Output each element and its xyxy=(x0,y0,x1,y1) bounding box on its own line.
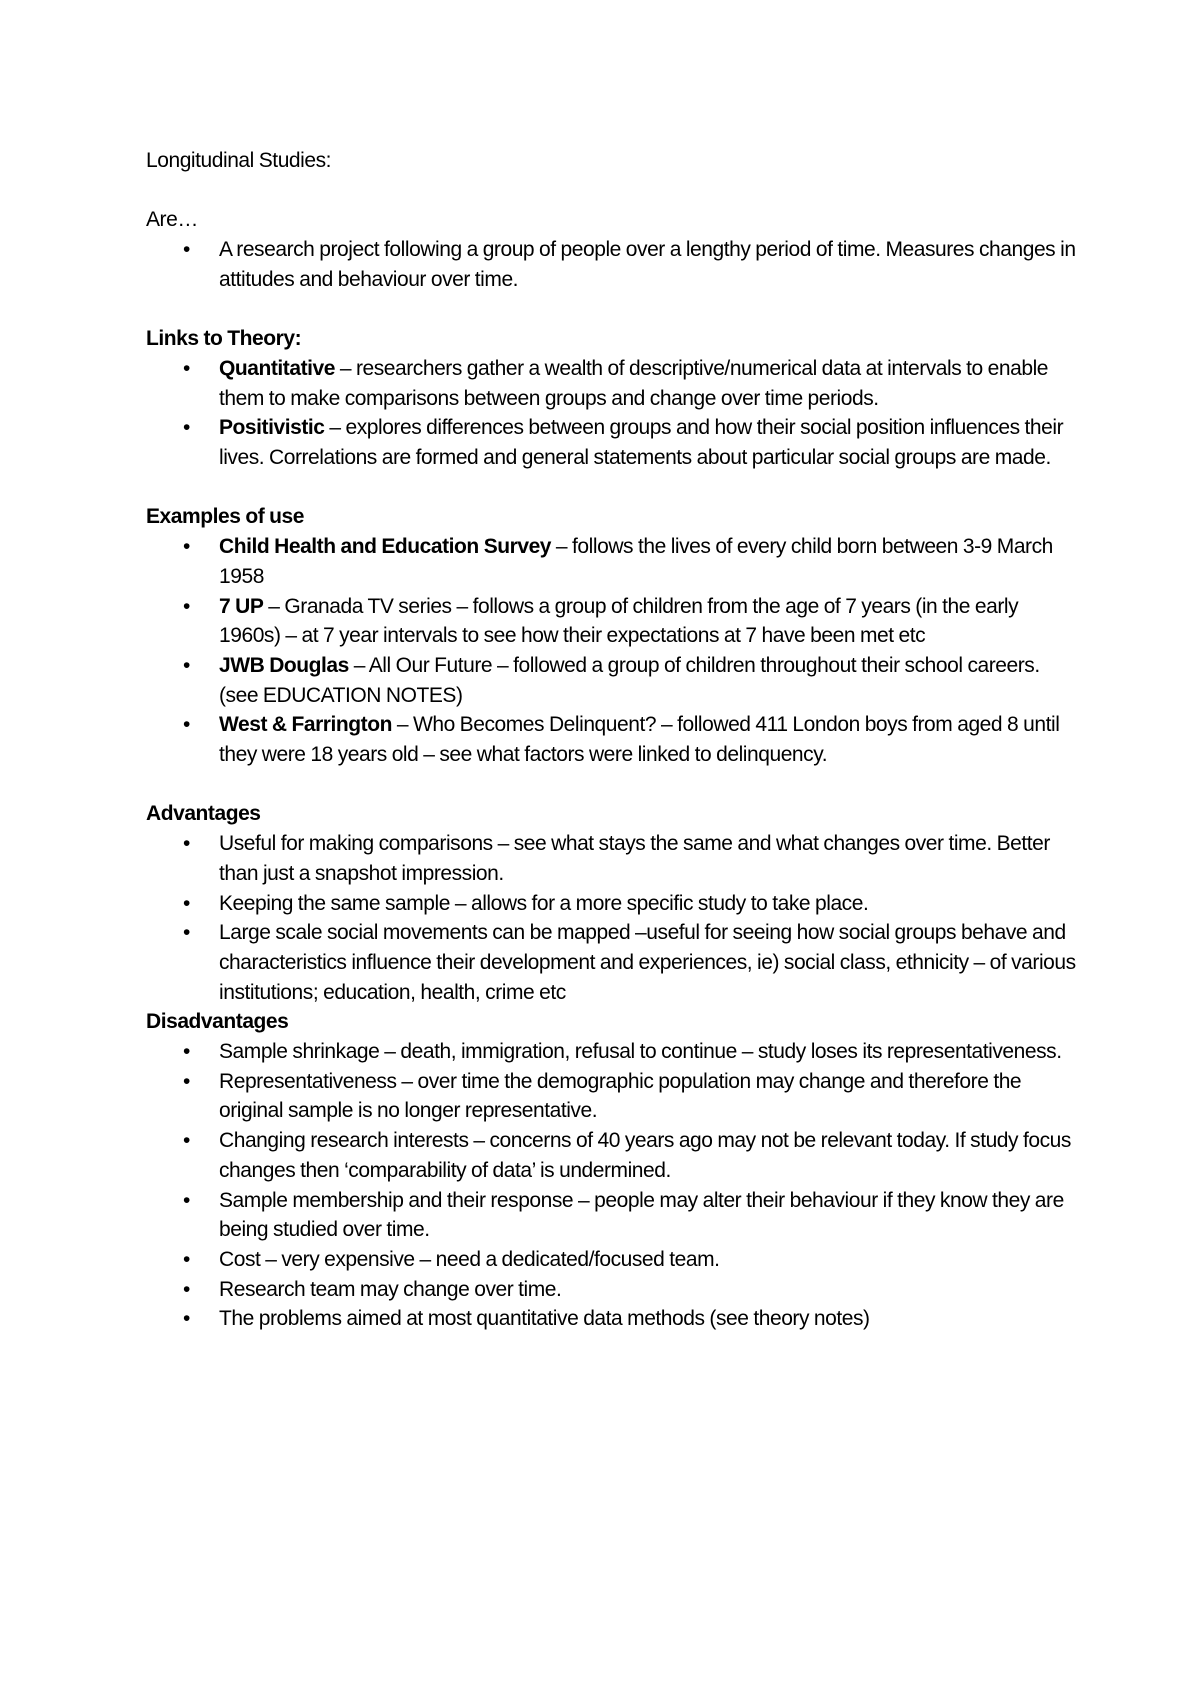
list-item xyxy=(146,829,1076,888)
item-text: Useful for making comparisons – see what stays the same and what changes over time. Better than just a snapshot impression. xyxy=(219,832,1050,885)
item-text: – explores differences between groups and how their social position influences their lives. Correlations are formed and general statements about particular social groups are made. xyxy=(219,416,1064,469)
list-item xyxy=(146,592,1076,651)
item-lead: Child Health and Education Survey xyxy=(219,535,552,559)
item-text: Large scale social movements can be mapped –useful for seeing how social groups behave and characteristics influence their development and experiences, ie) social class, ethnicity – of various institutions; education, health, crime etc xyxy=(219,921,1076,1004)
disadvantages-heading: Disadvantages xyxy=(146,1010,289,1034)
spacer xyxy=(146,176,1076,206)
item-text: Sample membership and their response – people may alter their behaviour if they know they are being studied over time. xyxy=(219,1188,1064,1242)
section-advantages xyxy=(146,799,1076,1007)
advantages-list xyxy=(146,829,1076,1007)
theory-heading: Links to Theory: xyxy=(146,327,302,351)
spacer xyxy=(146,473,1076,503)
item-lead: JWB Douglas xyxy=(219,653,349,677)
item-lead: 7 UP xyxy=(219,594,264,618)
section-examples xyxy=(146,502,1076,769)
examples-heading: Examples of use xyxy=(146,505,304,529)
item-text: The problems aimed at most quantitative data methods (see theory notes) xyxy=(219,1307,870,1331)
list-item xyxy=(146,1067,1076,1126)
item-lead: Quantitative xyxy=(219,356,335,380)
list-item xyxy=(146,532,1076,591)
list-item xyxy=(146,1245,1076,1275)
item-text: Cost – very expensive – need a dedicated/focused team. xyxy=(219,1247,720,1271)
item-text: Keeping the same sample – allows for a more specific study to take place. xyxy=(219,891,869,915)
spacer xyxy=(146,295,1076,325)
item-text: Representativeness – over time the demographic population may change and therefore the original sample is no longer representative. xyxy=(219,1069,1022,1123)
item-lead: West & Farrington xyxy=(219,713,392,737)
item-text: – All Our Future – followed a group of children throughout their school careers. (see EDUCATION NOTES) xyxy=(219,653,1040,707)
list-item xyxy=(146,889,1076,919)
list-item xyxy=(146,918,1076,1007)
item-text: – Who Becomes Delinquent? – followed 411 London boys from aged 8 until they were 18 years old – see what factors were linked to delinquency. xyxy=(219,713,1060,767)
list-item xyxy=(146,651,1076,710)
section-are xyxy=(146,205,1076,294)
item-text: Changing research interests – concerns of 40 years ago may not be relevant today. If study focus changes then ‘comparability of data’ is undermined. xyxy=(219,1129,1071,1182)
item-lead: Positivistic xyxy=(219,416,325,440)
disadvantages-list xyxy=(146,1037,1076,1334)
advantages-heading: Advantages xyxy=(146,802,261,826)
document-page xyxy=(146,146,1076,1334)
are-label: Are… xyxy=(146,208,198,232)
section-disadvantages xyxy=(146,1007,1076,1334)
list-item xyxy=(146,1304,1076,1334)
item-text: A research project following a group of people over a lengthy period of time. Measures changes in attitudes and behaviour over time. xyxy=(219,238,1076,291)
list-item xyxy=(146,1126,1076,1185)
list-item xyxy=(146,1037,1076,1067)
document-title: Longitudinal Studies: xyxy=(146,149,332,172)
list-item xyxy=(146,235,1076,294)
item-text: Research team may change over time. xyxy=(219,1277,562,1301)
list-item xyxy=(146,1275,1076,1305)
theory-list xyxy=(146,354,1076,473)
item-text: – Granada TV series – follows a group of children from the age of 7 years (in the early 1960s) – at 7 year intervals to see how their expectations at 7 have been met etc xyxy=(219,594,1019,648)
spacer xyxy=(146,770,1076,800)
item-text: – researchers gather a wealth of descriptive/numerical data at intervals to enable them to make comparisons between groups and change over time periods. xyxy=(219,356,1049,410)
list-item xyxy=(146,710,1076,769)
item-text: – follows the lives of every child born between 3-9 March 1958 xyxy=(219,535,1053,588)
examples-list xyxy=(146,532,1076,770)
are-list xyxy=(146,235,1076,294)
item-text: Sample shrinkage – death, immigration, refusal to continue – study loses its representativeness. xyxy=(219,1040,1062,1064)
section-theory xyxy=(146,324,1076,473)
list-item xyxy=(146,1186,1076,1245)
list-item xyxy=(146,354,1076,413)
list-item xyxy=(146,413,1076,472)
